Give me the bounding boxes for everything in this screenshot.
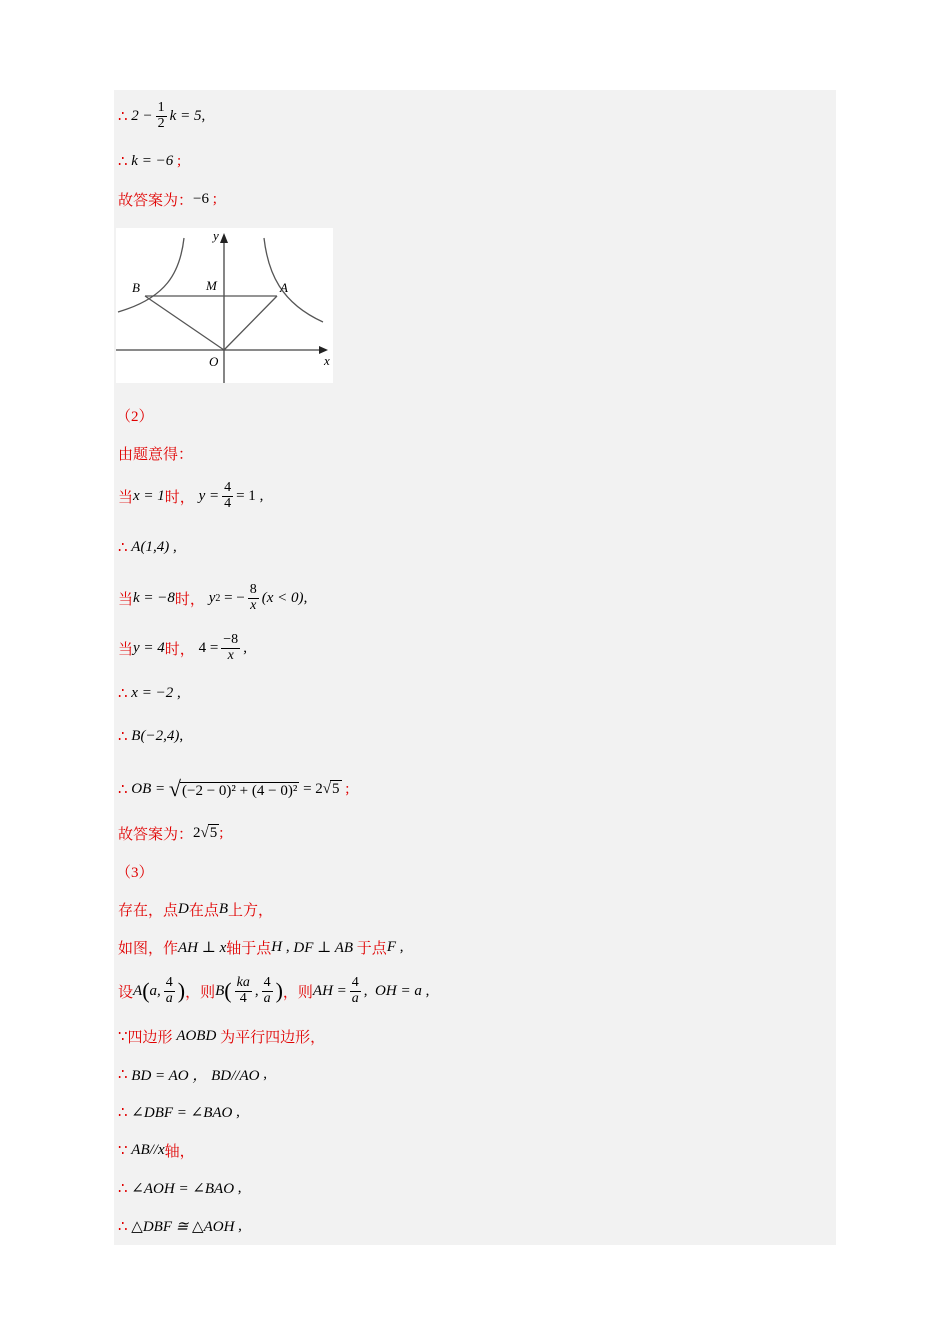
label-x: x	[324, 353, 330, 368]
answer-value: −6	[193, 190, 209, 207]
step-line-9: ∴ x = −2 ,	[118, 684, 181, 702]
hyperbola-right	[264, 238, 323, 322]
step-line-18: ∴ ∠DBF = ∠BAO ,	[118, 1103, 240, 1121]
fraction: $\frac{4}{a}$	[263, 974, 271, 1006]
step-line-13: 存在，点 D 在点 B 上方，	[118, 900, 274, 919]
step-line-10: ∴ B(−2,4) ,	[118, 727, 184, 745]
fraction: $\frac{1}{2}$	[157, 99, 165, 131]
segment-ob	[145, 296, 224, 350]
step-line-6: ∴ A(1,4) ,	[118, 538, 177, 556]
step-line-16: ∵ 四边形 AOBD 为平行四边形，	[118, 1027, 326, 1046]
part-3-heading: （3）	[116, 864, 154, 881]
fraction: $\frac{4}{a}$	[351, 974, 359, 1006]
step-line-1: ∴ 2 − $\frac{1}{2}$ k = 5 ,	[118, 99, 206, 131]
fraction: $\frac{8}{x}$	[249, 581, 257, 613]
fraction: $\frac{4}{4}$	[224, 479, 232, 511]
label-a: A	[280, 280, 288, 295]
answer-line-2: 故答案为： 2 √ 5 ;	[118, 824, 224, 843]
hyperbola-left	[118, 238, 184, 312]
step-line-20: ∴ ∠AOH = ∠BAO ,	[118, 1179, 242, 1197]
fraction: $\frac{4}{a}$	[165, 974, 173, 1006]
step-line-5: 当 x = 1 时， y = $\frac{4}{4}$ = 1 ,	[118, 479, 264, 511]
square-root: √ (−2 − 0)² + (4 − 0)²	[168, 776, 298, 801]
y-axis-arrow-icon	[220, 233, 228, 243]
step-line-11: ∴ OB = √ (−2 − 0)² + (4 − 0)² = 2 √ 5 ;	[118, 776, 350, 801]
square-root: √ 5	[200, 825, 218, 841]
step-line-19: ∵ AB//x 轴，	[118, 1141, 195, 1160]
label-b: B	[132, 280, 140, 295]
expr: 2 −	[131, 107, 153, 124]
step-line-17: ∴ BD = AO ， BD//AO ,	[118, 1065, 267, 1084]
answer-label: 故答案为：	[118, 192, 194, 209]
step-line-14: 如图，作 AH ⊥ x 轴于点 H , DF ⊥ AB 于点 F ,	[118, 938, 404, 957]
therefore-symbol: ∴	[118, 108, 128, 125]
answer-line-1: 故答案为： −6 ;	[118, 190, 217, 209]
part-2-heading: （2）	[116, 408, 154, 425]
step-line-7: 当 k = −8 时， y 2 = − $\frac{8}{x}$ (x < 0) ,	[118, 581, 308, 613]
label-o: O	[209, 354, 219, 369]
expr: k = −6	[131, 152, 174, 169]
fraction: $\frac{-8}{x}$	[223, 631, 239, 663]
label-y: y	[213, 228, 219, 243]
step-line-8: 当 y = 4 时， 4 = $\frac{-8}{x}$ ,	[118, 631, 247, 663]
step-line-21: ∴ △DBF ≅ △AOH ,	[118, 1217, 242, 1235]
fraction: $\frac{ka}{4}$	[236, 974, 250, 1006]
step-intro: 由题意得：	[118, 446, 194, 463]
step-line-2: ∴ k = −6 ;	[118, 152, 182, 170]
therefore-symbol: ∴	[118, 153, 128, 170]
label-m: M	[206, 278, 217, 293]
expr: k = 5	[169, 107, 202, 124]
coordinate-figure	[116, 228, 333, 383]
segment-oa	[224, 296, 277, 350]
step-line-15: 设 A ( a, $\frac{4}{a}$ ) ，则 B ( $\frac{ka}{4}$ , $\frac{4}{a}$ ) ，则 AH = $\frac{4}{a}$ , OH = a ,	[118, 974, 430, 1006]
square-root: √ 5	[322, 781, 340, 797]
